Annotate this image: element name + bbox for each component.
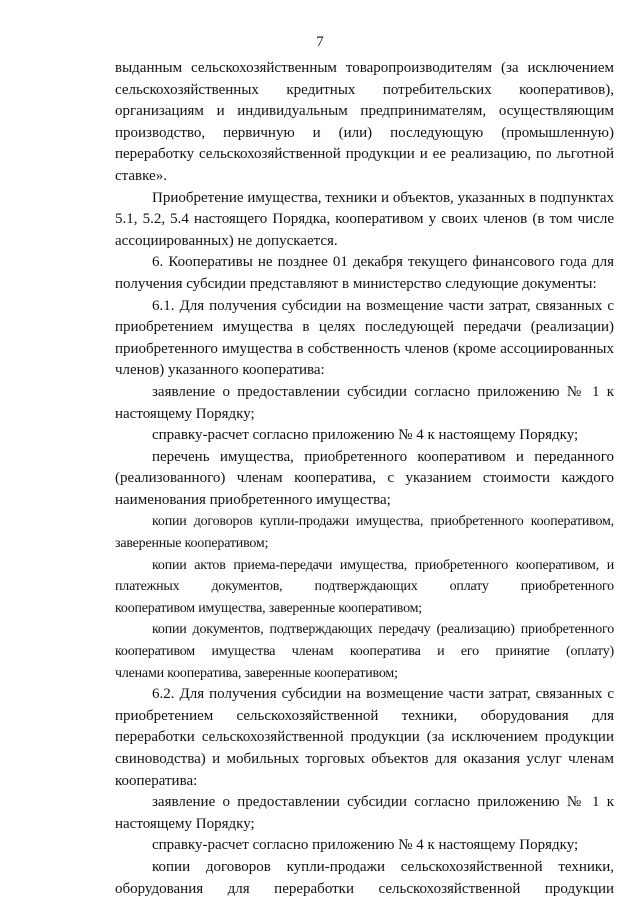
text-line: настоящему Порядку;	[115, 405, 255, 422]
text-line: сельскохозяйственных кредитных потребительских кооперативов),	[115, 81, 614, 98]
text-line: оборудования для переработки сельскохозяйственной продукции	[115, 880, 614, 897]
paragraph-first-line: 6.1. Для получения субсидии на возмещение части затрат, связанных с	[152, 297, 614, 314]
paragraph-first-line: справку-расчет согласно приложению № 4 к настоящему Порядку;	[152, 837, 579, 854]
paragraph-first-line: копии актов приема-передачи имущества, приобретенного кооперативом, и	[152, 557, 614, 573]
text-line: получения субсидии представляют в министерство следующие документы:	[115, 275, 597, 292]
paragraph-first-line: заявление о предоставлении субсидии согласно приложению № 1 к	[152, 383, 614, 400]
text-line: свиноводства) и мобильных торговых объектов для оказания услуг членам	[115, 751, 614, 767]
text-line: переработку сельскохозяйственной продукции и ее реализацию, по льготной	[115, 146, 614, 163]
text-line: (реализованного) членам кооператива, с указанием стоимости каждого	[115, 470, 614, 487]
text-line: приобретенного имущества в собственность членов (кроме ассоциированных	[115, 340, 614, 357]
page-number: 7	[316, 34, 324, 50]
paragraph-first-line: копии договоров купли-продажи имущества, приобретенного кооперативом,	[152, 514, 614, 530]
text-line: кооператива:	[115, 772, 198, 789]
text-line: выданным сельскохозяйственным товаропроизводителям (за исключением	[115, 60, 614, 76]
document-body	[115, 58, 614, 900]
paragraph-first-line: 6. Кооперативы не позднее 01 декабря текущего финансового года для	[152, 254, 614, 271]
paragraph-first-line: перечень имущества, приобретенного кооперативом и переданного	[152, 448, 614, 465]
paragraph-first-line: копии документов, подтверждающих передачу (реализацию) приобретенного	[152, 622, 614, 638]
text-line: организациям и индивидуальным предпринимателям, осуществляющим	[115, 103, 614, 120]
text-line: наименования приобретенного имущества;	[115, 491, 391, 508]
text-line: настоящему Порядку;	[115, 815, 255, 832]
paragraph-first-line: Приобретение имущества, техники и объектов, указанных в подпунктах	[152, 189, 614, 206]
text-line: переработки сельскохозяйственной продукции (за исключением продукции	[115, 729, 614, 746]
paragraph-first-line: заявление о предоставлении субсидии согласно приложению № 1 к	[152, 794, 614, 811]
text-line: ставке».	[115, 167, 167, 184]
text-line: ассоциированных) не допускается.	[115, 232, 338, 249]
text-line: кооперативом имущества, заверенные кооперативом;	[115, 600, 422, 616]
text-line: приобретением имущества в целях последующей передачи (реализации)	[115, 319, 614, 336]
text-line: 5.1, 5.2, 5.4 настоящего Порядка, кооперативом у своих членов (в том числе	[115, 211, 614, 228]
text-line: кооперативом имущества членам кооператива и его принятие (оплату)	[115, 644, 614, 660]
text-line: членами кооператива, заверенные кооперативом;	[115, 665, 398, 681]
text-line: приобретением сельскохозяйственной техники, оборудования для	[115, 707, 614, 724]
text-line: заверенные кооперативом;	[115, 536, 269, 552]
paragraph-first-line: справку-расчет согласно приложению № 4 к настоящему Порядку;	[152, 427, 579, 444]
paragraph-first-line: копии договоров купли-продажи сельскохозяйственной техники,	[152, 858, 614, 875]
text-line: членов) указанного кооператива:	[115, 362, 325, 379]
text-line: производство, первичную и (или) последующую (промышленную)	[115, 124, 614, 141]
paragraph-first-line: 6.2. Для получения субсидии на возмещение части затрат, связанных с	[152, 686, 614, 703]
text-line: платежных документов, подтверждающих оплату приобретенного	[115, 579, 614, 595]
